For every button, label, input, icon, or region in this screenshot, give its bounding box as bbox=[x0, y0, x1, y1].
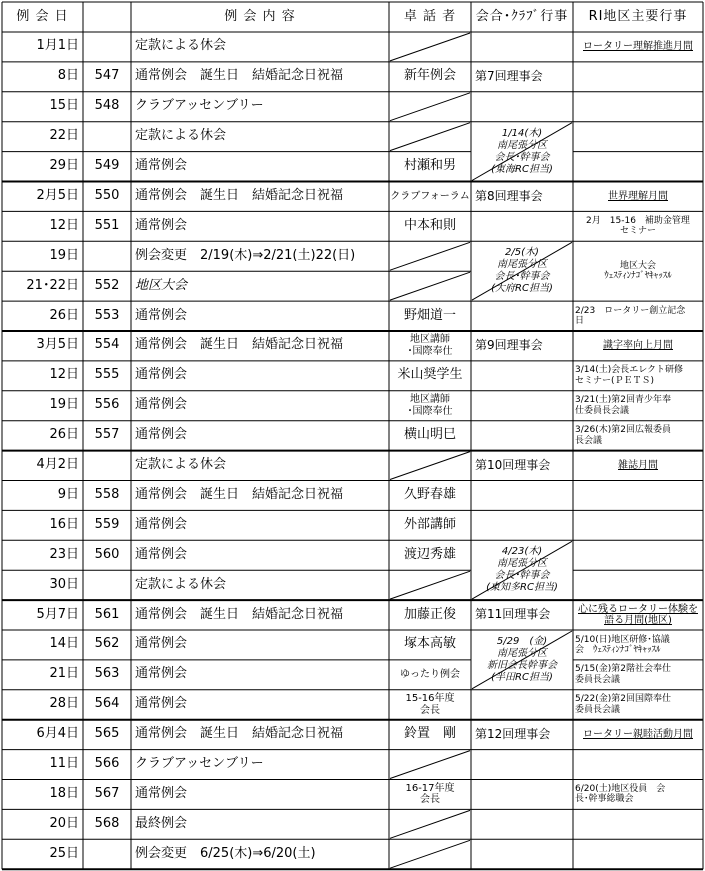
meeting-cell bbox=[471, 510, 573, 540]
date-cell: 26日 bbox=[49, 307, 79, 323]
ri-event-cell bbox=[573, 660, 703, 690]
number-cell: 561 bbox=[94, 606, 120, 622]
ri-event-line: 長会議 bbox=[575, 435, 603, 446]
ri-event-text bbox=[583, 41, 693, 53]
date-cell: 20日 bbox=[49, 815, 79, 831]
note-line: 会長･幹事会 bbox=[494, 271, 550, 283]
speaker-cell: クラブフォーラム bbox=[390, 190, 470, 202]
speaker-cell: 地区講師 ･国際奉仕 bbox=[407, 394, 453, 417]
speaker-cell: 新年例会 bbox=[403, 68, 456, 84]
number-cell: 547 bbox=[94, 68, 120, 84]
meeting-cell bbox=[471, 750, 573, 780]
ri-event-cell bbox=[573, 600, 703, 630]
date-cell: 12日 bbox=[49, 217, 79, 233]
content-cell: 通常例会 bbox=[135, 546, 188, 562]
number-cell: 567 bbox=[94, 785, 120, 801]
speaker-cell: 外部講師 bbox=[403, 516, 456, 532]
ri-event-cell bbox=[573, 540, 703, 570]
ri-event-line: 5/22(金)第2回国際奉仕 bbox=[575, 694, 671, 705]
speaker-cell: 米山奨学生 bbox=[397, 367, 463, 383]
date-cell: 12日 bbox=[49, 367, 79, 383]
ri-event-text bbox=[575, 664, 671, 685]
speaker-cell: 久野春雄 bbox=[403, 486, 456, 502]
ri-event-line: 仕委員長会議 bbox=[575, 405, 630, 416]
header-speaker: 卓 話 者 bbox=[403, 8, 457, 24]
content-cell: 通常例会 bbox=[135, 696, 188, 712]
district-meeting-note bbox=[471, 122, 573, 182]
content-cell: 定款による休会 bbox=[135, 457, 227, 473]
date-cell: 25日 bbox=[49, 845, 79, 861]
no-speaker-slash bbox=[390, 452, 470, 480]
ri-event-line: 日 bbox=[575, 316, 585, 327]
date-cell: 19日 bbox=[49, 247, 79, 263]
note-line: 会長･幹事会 bbox=[494, 151, 550, 163]
speaker-cell: 村瀬和男 bbox=[403, 158, 456, 174]
ri-event-text bbox=[575, 694, 671, 715]
note-line: (大府RC担当) bbox=[491, 283, 553, 295]
speaker-cell: 加藤正俊 bbox=[403, 606, 456, 622]
header-meeting: 会合･ｸﾗﾌﾞ行事 bbox=[475, 8, 569, 24]
date-cell: 15日 bbox=[49, 98, 79, 114]
content-cell: 定款による休会 bbox=[135, 576, 227, 592]
content-cell: 通常例会 bbox=[135, 785, 188, 801]
no-speaker-slash bbox=[390, 33, 470, 61]
number-cell: 554 bbox=[94, 337, 120, 353]
number-cell: 553 bbox=[94, 307, 120, 323]
note-line: 南尾張分区 bbox=[497, 647, 547, 659]
meeting-cell bbox=[471, 481, 573, 511]
number-cell: 568 bbox=[94, 815, 120, 831]
speaker-cell: ゆったり例会 bbox=[400, 669, 460, 681]
content-cell: 通常例会 誕生日 結婚記念日祝福 bbox=[135, 606, 344, 622]
district-meeting-note bbox=[471, 630, 573, 690]
note-line: 2/5(木) bbox=[505, 247, 539, 259]
meeting-cell: 第11回理事会 bbox=[475, 607, 551, 622]
ri-event-line: 心に残るロータリー体験を bbox=[578, 603, 698, 615]
ri-event-cell bbox=[573, 750, 703, 780]
ri-event-cell bbox=[573, 182, 703, 212]
ri-event-line: 5/10(日)地区研修･協議 bbox=[575, 634, 670, 645]
header-num bbox=[83, 2, 131, 32]
ri-event-line: 地区大会 bbox=[619, 260, 656, 271]
date-cell: 30日 bbox=[49, 576, 79, 592]
ri-event-text bbox=[575, 425, 671, 446]
ri-event-line: セミナー bbox=[619, 226, 656, 237]
meeting-cell bbox=[471, 839, 573, 869]
speaker-cell: 横山明巳 bbox=[403, 427, 456, 443]
meeting-cell: 第10回理事会 bbox=[475, 457, 551, 472]
content-cell: 定款による休会 bbox=[135, 128, 227, 144]
meeting-cell bbox=[471, 690, 573, 720]
ri-event-line: 雑誌月間 bbox=[618, 459, 658, 471]
ri-event-text bbox=[575, 306, 685, 327]
content-cell: 定款による休会 bbox=[135, 38, 227, 54]
content-cell: 通常例会 bbox=[135, 158, 188, 174]
ri-event-text bbox=[618, 460, 658, 472]
content-cell: 通常例会 誕生日 結婚記念日祝福 bbox=[135, 337, 344, 353]
content-cell: 通常例会 誕生日 結婚記念日祝福 bbox=[135, 486, 344, 502]
ri-event-line: 委員長会議 bbox=[575, 674, 621, 685]
note-line: 南尾張分区 bbox=[497, 139, 547, 151]
note-line: 南尾張分区 bbox=[497, 259, 547, 271]
ri-event-cell bbox=[573, 331, 703, 361]
date-cell: 5月7日 bbox=[36, 606, 79, 622]
ri-event-text bbox=[603, 340, 673, 352]
header-content: 例 会 内 容 bbox=[224, 8, 296, 24]
meeting-cell bbox=[471, 32, 573, 62]
no-speaker-slash bbox=[390, 840, 470, 868]
number-cell: 556 bbox=[94, 397, 120, 413]
number-cell: 558 bbox=[94, 486, 120, 502]
ri-event-text bbox=[583, 729, 693, 741]
ri-event-line: 2/23 ロータリー創立記念 bbox=[575, 305, 686, 316]
ri-event-cell bbox=[573, 361, 703, 391]
ri-event-cell bbox=[573, 690, 703, 720]
date-cell: 23日 bbox=[49, 546, 79, 562]
ri-event-cell bbox=[573, 630, 703, 660]
content-cell: 通常例会 bbox=[135, 397, 188, 413]
speaker-cell: 15-16年度 会長 bbox=[405, 693, 455, 716]
meeting-cell bbox=[471, 211, 573, 241]
number-cell: 566 bbox=[94, 756, 120, 772]
ri-event-line: ロータリー理解推進月間 bbox=[583, 41, 693, 53]
ri-event-line: 委員長会議 bbox=[575, 704, 621, 715]
ri-event-cell bbox=[573, 301, 703, 331]
ri-event-cell bbox=[573, 839, 703, 869]
number-cell bbox=[83, 570, 131, 600]
ri-event-line: 会 ｳｪｽﾃｨﾝﾅｺﾞﾔｷｬｯｽﾙ bbox=[575, 644, 661, 655]
date-cell: 6月4日 bbox=[36, 726, 79, 742]
speaker-cell: 中本和則 bbox=[403, 217, 456, 233]
content-cell: 地区大会 bbox=[135, 277, 188, 293]
note-line: 南尾張分区 bbox=[497, 558, 547, 570]
meeting-cell: 第12回理事会 bbox=[475, 726, 551, 741]
content-cell: 通常例会 誕生日 結婚記念日祝福 bbox=[135, 726, 344, 742]
date-cell: 29日 bbox=[49, 158, 79, 174]
meeting-cell bbox=[471, 809, 573, 839]
ri-event-text bbox=[586, 216, 690, 237]
ri-event-cell bbox=[573, 451, 703, 481]
content-cell: 通常例会 誕生日 結婚記念日祝福 bbox=[135, 187, 344, 203]
number-cell bbox=[83, 122, 131, 152]
content-cell: 通常例会 bbox=[135, 217, 188, 233]
ri-event-cell bbox=[573, 481, 703, 511]
date-cell: 4月2日 bbox=[36, 457, 79, 473]
meeting-cell bbox=[471, 301, 573, 331]
no-speaker-slash bbox=[390, 272, 470, 300]
number-cell bbox=[83, 32, 131, 62]
date-cell: 14日 bbox=[49, 636, 79, 652]
note-line: (東知多RC担当) bbox=[486, 582, 558, 594]
ri-event-cell bbox=[573, 211, 703, 241]
ri-event-line: 6/20(土)地区役員 会 bbox=[575, 784, 666, 795]
content-cell: 通常例会 bbox=[135, 427, 188, 443]
ri-event-cell bbox=[573, 510, 703, 540]
ri-event-cell bbox=[573, 391, 703, 421]
number-cell: 550 bbox=[94, 187, 120, 203]
date-cell: 2月5日 bbox=[36, 187, 79, 203]
date-cell: 18日 bbox=[49, 785, 79, 801]
content-cell: クラブアッセンブリー bbox=[135, 756, 264, 772]
date-cell: 9日 bbox=[57, 486, 79, 502]
date-cell: 21･22日 bbox=[26, 277, 79, 293]
number-cell: 549 bbox=[94, 158, 120, 174]
number-cell: 560 bbox=[94, 546, 120, 562]
ri-event-line: 5/15(金)第2階社会奉仕 bbox=[575, 664, 671, 675]
number-cell: 563 bbox=[94, 666, 120, 682]
content-cell: 通常例会 bbox=[135, 307, 188, 323]
meeting-cell bbox=[471, 421, 573, 451]
ri-event-text bbox=[575, 635, 670, 656]
no-speaker-slash bbox=[390, 810, 470, 838]
ri-event-cell bbox=[573, 720, 703, 750]
no-speaker-slash bbox=[390, 242, 470, 270]
note-line: 5/29 (金) bbox=[496, 635, 548, 647]
no-speaker-slash bbox=[390, 93, 470, 121]
ri-event-line: 識字率向上月間 bbox=[603, 340, 673, 352]
date-cell: 22日 bbox=[49, 128, 79, 144]
meeting-cell: 第7回理事会 bbox=[475, 68, 543, 83]
meeting-cell bbox=[471, 780, 573, 810]
ri-event-cell bbox=[573, 241, 703, 301]
ri-event-line: セミナー(ＰＥＴＳ) bbox=[575, 375, 655, 386]
header-ri: RI地区主要行事 bbox=[588, 8, 688, 24]
ri-event-cell bbox=[573, 92, 703, 122]
number-cell: 565 bbox=[94, 726, 120, 742]
number-cell: 552 bbox=[94, 277, 120, 293]
speaker-cell: 16-17年度 会長 bbox=[405, 782, 455, 806]
ri-event-line: 3/21(土)第2回青少年奉 bbox=[575, 395, 671, 406]
ri-event-cell bbox=[573, 62, 703, 92]
number-cell: 557 bbox=[94, 427, 120, 443]
ri-event-line: 3/26(木)第2回広報委員 bbox=[575, 425, 671, 436]
content-cell: 例会変更 2/19(木)⇒2/21(土)22(日) bbox=[135, 247, 356, 263]
no-speaker-slash bbox=[390, 751, 470, 779]
ri-event-cell bbox=[573, 570, 703, 600]
ri-event-text bbox=[575, 784, 665, 805]
district-meeting-note bbox=[471, 241, 573, 301]
number-cell: 555 bbox=[94, 367, 120, 383]
number-cell bbox=[83, 451, 131, 481]
speaker-cell: 渡辺秀雄 bbox=[403, 546, 456, 562]
note-line: 4/23(木) bbox=[501, 546, 543, 558]
content-cell: 通常例会 誕生日 結婚記念日祝福 bbox=[135, 68, 344, 84]
ri-event-cell bbox=[573, 152, 703, 182]
ri-event-line: 語る月間(地区) bbox=[604, 615, 672, 627]
meeting-cell: 第8回理事会 bbox=[475, 188, 543, 203]
ri-event-text bbox=[575, 395, 671, 416]
meeting-cell bbox=[471, 361, 573, 391]
ri-event-line: 長･幹事総職会 bbox=[575, 794, 634, 805]
date-cell: 26日 bbox=[49, 427, 79, 443]
date-cell: 11日 bbox=[49, 756, 79, 772]
content-cell: クラブアッセンブリー bbox=[135, 98, 264, 114]
content-cell: 通常例会 bbox=[135, 367, 188, 383]
content-cell: 例会変更 6/25(木)⇒6/20(土) bbox=[135, 845, 316, 861]
date-cell: 16日 bbox=[49, 516, 79, 532]
content-cell: 通常例会 bbox=[135, 516, 188, 532]
ri-event-line: 世界理解月間 bbox=[608, 190, 668, 202]
content-cell: 通常例会 bbox=[135, 666, 188, 682]
number-cell bbox=[83, 839, 131, 869]
number-cell: 559 bbox=[94, 516, 120, 532]
number-cell: 562 bbox=[94, 636, 120, 652]
date-cell: 19日 bbox=[49, 397, 79, 413]
ri-event-cell bbox=[573, 421, 703, 451]
ri-event-text bbox=[575, 365, 683, 386]
note-line: (東海RC担当) bbox=[491, 163, 553, 175]
note-line: 会長･幹事会 bbox=[494, 570, 550, 582]
note-line: 1/14(木) bbox=[501, 127, 543, 139]
date-cell: 3月5日 bbox=[36, 337, 79, 353]
note-line: 新旧会長幹事会 bbox=[487, 659, 557, 671]
content-cell: 通常例会 bbox=[135, 636, 188, 652]
note-line: (半田RC担当) bbox=[491, 671, 553, 683]
meeting-cell bbox=[471, 92, 573, 122]
number-cell: 548 bbox=[94, 98, 120, 114]
number-cell: 551 bbox=[94, 217, 120, 233]
ri-event-cell bbox=[573, 780, 703, 810]
speaker-cell: 野畑道一 bbox=[403, 307, 456, 323]
ri-event-cell bbox=[573, 809, 703, 839]
date-cell: 1月1日 bbox=[36, 38, 79, 54]
speaker-cell: 地区講師 ･国際奉仕 bbox=[407, 334, 453, 357]
ri-event-text bbox=[578, 604, 698, 627]
ri-event-line: ｳｪｽﾃｨﾝﾅｺﾞﾔｷｬｯｽﾙ bbox=[604, 271, 672, 282]
date-cell: 21日 bbox=[49, 666, 79, 682]
ri-event-cell bbox=[573, 32, 703, 62]
meeting-cell: 第9回理事会 bbox=[475, 338, 543, 353]
no-speaker-slash bbox=[390, 571, 470, 599]
speaker-cell: 鈴置 剛 bbox=[403, 726, 456, 742]
content-cell: 最終例会 bbox=[135, 815, 188, 831]
ri-event-text bbox=[604, 261, 672, 282]
ri-event-line: 3/14(土)会長エレクト研修 bbox=[575, 365, 684, 376]
ri-event-text bbox=[608, 191, 668, 203]
ri-event-line: ロータリー親睦活動月間 bbox=[583, 728, 693, 740]
number-cell: 564 bbox=[94, 696, 120, 712]
header-date: 例 会 日 bbox=[16, 8, 69, 24]
number-cell bbox=[83, 241, 131, 271]
ri-event-cell bbox=[573, 122, 703, 152]
district-meeting-note bbox=[471, 540, 573, 600]
speaker-cell: 塚本高敏 bbox=[403, 636, 456, 652]
date-cell: 8日 bbox=[57, 68, 79, 84]
no-speaker-slash bbox=[390, 123, 470, 151]
meeting-cell bbox=[471, 391, 573, 421]
ri-event-line: 2月 15-16 補助金管理 bbox=[586, 215, 690, 226]
date-cell: 28日 bbox=[49, 696, 79, 712]
